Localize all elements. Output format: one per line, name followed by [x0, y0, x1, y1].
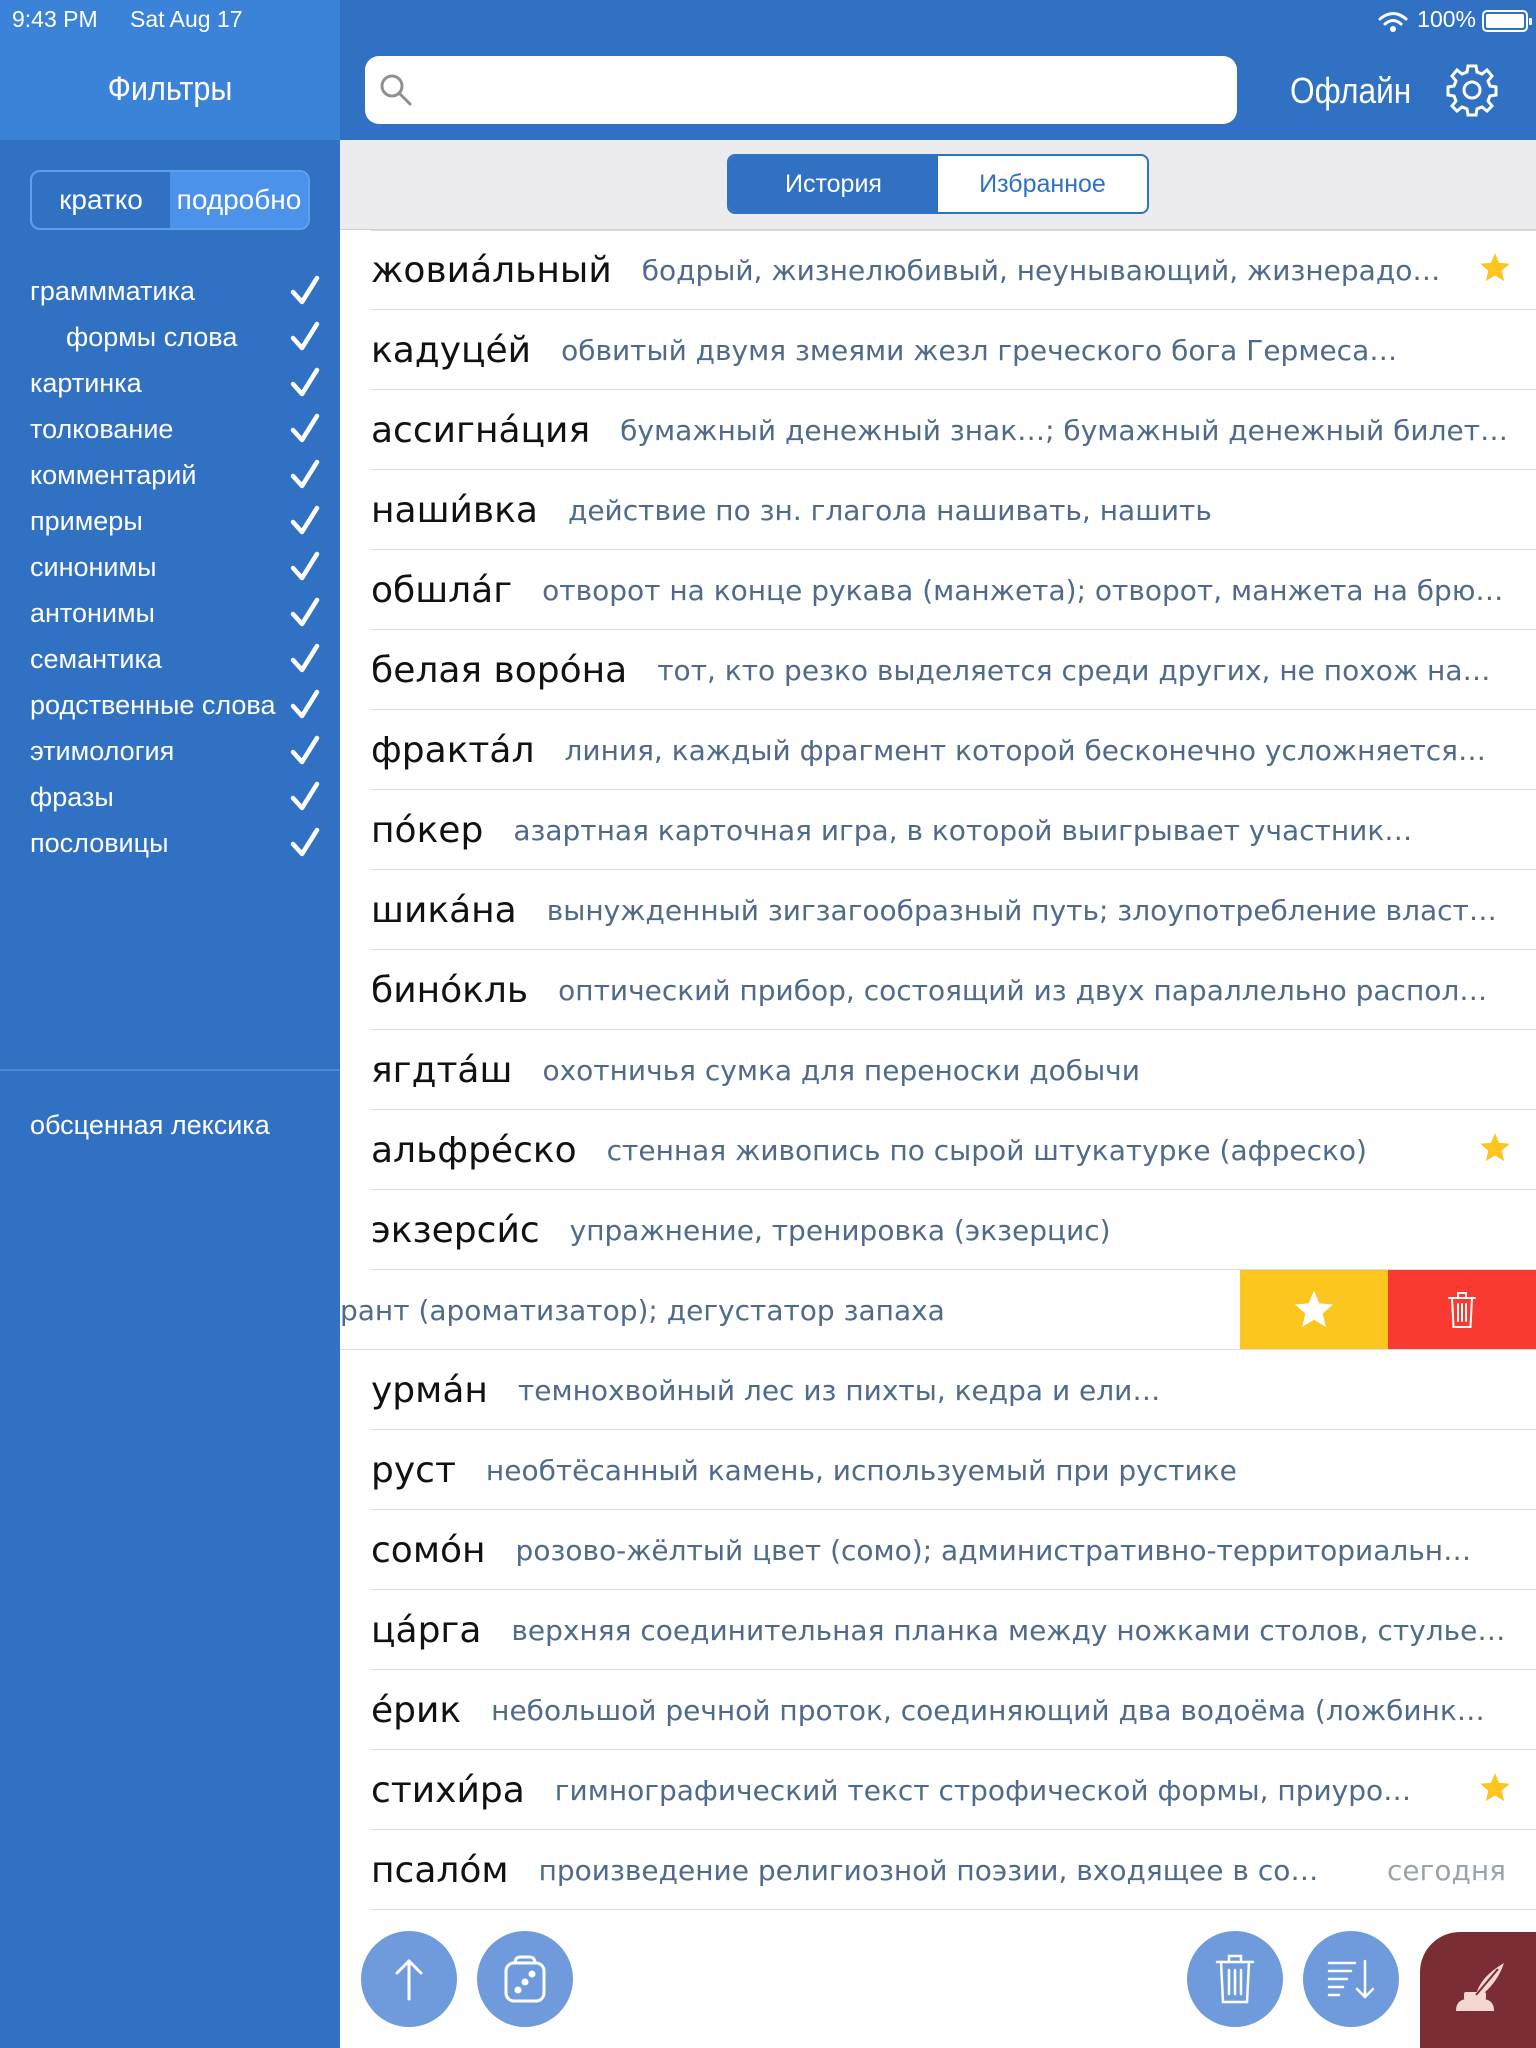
entry-definition: бодрый, жизнелюбивый, неунывающий, жизнерадо… [641, 253, 1441, 287]
entry-definition: темнохвойный лес из пихты, кедра и ели… [517, 1373, 1161, 1407]
gear-icon[interactable] [1444, 62, 1500, 118]
entry-list [340, 230, 1536, 1910]
check-icon [290, 504, 320, 538]
filter-item[interactable] [30, 634, 320, 684]
entry-content [371, 710, 1536, 790]
mode-short-button[interactable]: кратко [59, 184, 143, 215]
tab-bar [340, 140, 1536, 230]
swipe-favorite-button[interactable] [1240, 1270, 1388, 1350]
list-item[interactable] [340, 870, 1536, 950]
sidebar-divider [0, 1069, 340, 1071]
entry-definition: розово-жёлтый цвет (сомо); административно-территориальн… [515, 1533, 1472, 1567]
entry-definition: действие по зн. глагола нашивать, нашить [567, 493, 1212, 527]
entry-word: псало́м [371, 1849, 509, 1891]
entry-word: е́рик [371, 1689, 462, 1731]
check-icon [290, 642, 320, 676]
check-icon [290, 320, 320, 354]
filter-item[interactable] [30, 450, 320, 500]
star-icon [1478, 1771, 1512, 1805]
entry-definition: линия, каждый фрагмент которой бесконечно усложняется… [564, 733, 1487, 767]
filter-label: этимология [30, 735, 175, 766]
entry-content [371, 470, 1536, 550]
filter-label: пословицы [30, 827, 169, 858]
entry-content [371, 1670, 1536, 1750]
main-header [340, 0, 1536, 140]
entry-definition: бумажный денежный знак…; бумажный денежный билет… [620, 413, 1509, 447]
filter-label: родственные слова [30, 689, 276, 720]
status-date: Sat Aug 17 [130, 6, 243, 32]
check-icon [290, 412, 320, 446]
check-icon [290, 780, 320, 814]
list-item[interactable] [340, 950, 1536, 1030]
filter-item[interactable] [30, 404, 320, 454]
entry-definition: обвитый двумя змеями жезл греческого бога Гермеса… [561, 333, 1398, 367]
list-item[interactable] [340, 1830, 1536, 1910]
row-divider [371, 1909, 1536, 1910]
entry-content [371, 1430, 1536, 1510]
entry-word: сомо́н [371, 1529, 486, 1571]
entry-word: белая воро́на [371, 649, 628, 691]
entry-definition: гимнографический текст строфической формы, приуро… [554, 1773, 1412, 1807]
entry-word: наши́вка [371, 489, 538, 531]
sort-icon [1325, 1955, 1377, 2003]
list-item[interactable] [340, 1110, 1536, 1190]
scroll-top-button[interactable] [361, 1931, 457, 2027]
entry-word: бино́кль [371, 969, 529, 1011]
list-item[interactable] [340, 790, 1536, 870]
entry-content [371, 310, 1536, 390]
filter-item[interactable] [30, 772, 320, 822]
search-box[interactable] [365, 56, 1237, 124]
entry-content [371, 790, 1536, 870]
entry-definition: оптический прибор, состоящий из двух параллельно распол… [558, 973, 1488, 1007]
entry-word: альфре́ско [371, 1129, 577, 1171]
random-word-button[interactable] [477, 1931, 573, 2027]
favorite-mark [1478, 1771, 1518, 1809]
star-icon [1292, 1288, 1336, 1332]
arrow-up-icon [389, 1955, 429, 2003]
entry-word: по́кер [371, 809, 484, 851]
entry-word: ассигна́ция [371, 409, 591, 451]
clear-history-button[interactable] [1187, 1931, 1283, 2027]
list-item[interactable] [340, 1030, 1536, 1110]
entry-definition: необтёсанный камень, используемый при рустике [485, 1453, 1237, 1487]
filter-item[interactable] [30, 496, 320, 546]
entry-definition: стенная живопись по сырой штукатурке (афреско) [606, 1133, 1367, 1167]
filter-item[interactable] [66, 312, 320, 362]
filters-sidebar [0, 0, 340, 2048]
entry-word: руст [371, 1449, 456, 1491]
filter-label: синонимы [30, 551, 157, 582]
history-favorites-segment [727, 154, 1149, 214]
entry-definition: вынужденный зигзагообразный путь; злоупотребление власт… [546, 893, 1497, 927]
list-item[interactable] [340, 1590, 1536, 1670]
list-item[interactable] [340, 550, 1536, 630]
list-item[interactable] [340, 230, 1536, 310]
entry-definition: упражнение, тренировка (экзерцис) [569, 1213, 1111, 1247]
list-item[interactable] [340, 390, 1536, 470]
status-time: 9:43 PM [12, 6, 98, 32]
entry-definition: азартная карточная игра, в которой выигрывает участник… [513, 813, 1413, 847]
filter-label: картинка [30, 367, 142, 398]
filter-item[interactable] [30, 680, 320, 730]
check-icon [290, 366, 320, 400]
list-item[interactable] [340, 470, 1536, 550]
filter-item[interactable] [30, 726, 320, 776]
entry-content [371, 1110, 1536, 1190]
entry-word: урма́н [371, 1369, 488, 1411]
entry-content [371, 1590, 1536, 1670]
entry-content [371, 630, 1536, 710]
check-icon [290, 274, 320, 308]
search-icon [379, 73, 413, 107]
entry-content [371, 1190, 1536, 1270]
favorite-mark [1478, 251, 1518, 289]
list-item[interactable] [340, 1350, 1536, 1430]
list-item[interactable] [340, 710, 1536, 790]
entry-word: экзерси́с [371, 1209, 540, 1251]
swipe-delete-button[interactable] [1388, 1270, 1536, 1350]
entry-content [340, 1270, 1240, 1350]
list-item[interactable] [340, 1430, 1536, 1510]
tab-favorites[interactable]: Избранное [979, 169, 1106, 198]
entry-definition: тот, кто резко выделяется среди других, не похож на… [657, 653, 1491, 687]
quill-inkwell-icon [1446, 1959, 1510, 2021]
tab-history[interactable]: История [729, 156, 938, 212]
entry-content [371, 1510, 1536, 1590]
check-icon [290, 826, 320, 860]
entry-word: фракта́л [371, 729, 535, 771]
entry-content [371, 950, 1536, 1030]
list-item[interactable] [340, 1670, 1536, 1750]
list-item[interactable] [340, 630, 1536, 710]
entry-word: стихи́ра [371, 1769, 525, 1811]
list-item[interactable] [340, 1510, 1536, 1590]
entry-content [371, 1030, 1536, 1110]
entry-word: кадуце́й [371, 329, 532, 371]
trash-icon [1447, 1290, 1477, 1330]
detail-mode-segment [30, 170, 310, 230]
filter-label: комментарий [30, 459, 197, 490]
star-icon [1478, 1131, 1512, 1165]
entry-definition: верхняя соединительная планка между ножками столов, стулье… [511, 1613, 1506, 1647]
filter-label: формы слова [66, 321, 238, 352]
entry-word: ца́рга [371, 1609, 482, 1651]
check-icon [290, 596, 320, 630]
entry-definition: произведение религиозной поэзии, входящее в со… [538, 1853, 1319, 1887]
filter-label: граммматика [30, 275, 195, 306]
entry-content [371, 870, 1536, 950]
entry-word: обшла́г [371, 569, 513, 611]
filter-item[interactable] [30, 266, 320, 316]
entry-content [371, 390, 1536, 470]
entry-content [371, 550, 1536, 630]
entry-definition: охотничья сумка для переноски добычи [542, 1053, 1140, 1087]
filter-obscene-toggle[interactable]: обсценная лексика [30, 1110, 270, 1140]
mode-detailed-button[interactable]: подробно [170, 172, 308, 228]
battery-icon [1482, 10, 1528, 32]
entry-date: сегодня [1387, 1853, 1506, 1887]
wifi-icon [1378, 10, 1408, 34]
list-item[interactable] [340, 310, 1536, 390]
row-divider [371, 230, 1536, 231]
filters-title: Фильтры [107, 70, 233, 108]
entry-definition: рант (ароматизатор); дегустатор запаха [340, 1293, 945, 1327]
battery-percent: 100% [1417, 6, 1476, 32]
entry-content [371, 230, 1536, 310]
favorite-mark [1478, 1131, 1518, 1169]
list-item[interactable] [340, 1190, 1536, 1270]
entry-content [371, 1350, 1536, 1430]
filter-label: семантика [30, 643, 162, 674]
entry-word: ягдта́ш [371, 1049, 513, 1091]
entry-word: жовиа́льный [371, 249, 612, 291]
entry-definition: отворот на конце рукава (манжета); отворот, манжета на брю… [542, 573, 1504, 607]
check-icon [290, 550, 320, 584]
filter-item[interactable] [30, 818, 320, 868]
filter-label: фразы [30, 781, 114, 812]
check-icon [290, 688, 320, 722]
filter-item[interactable] [30, 358, 320, 408]
filter-item[interactable] [30, 588, 320, 638]
write-button[interactable] [1420, 1932, 1536, 2048]
list-item[interactable] [340, 1750, 1536, 1830]
filter-label: примеры [30, 505, 143, 536]
entry-word: шика́на [371, 889, 517, 931]
sidebar-header [0, 0, 340, 140]
check-icon [290, 458, 320, 492]
filter-label: толкование [30, 413, 174, 444]
star-icon [1478, 251, 1512, 285]
filter-label: антонимы [30, 597, 155, 628]
dice-icon [501, 1953, 549, 2005]
trash-icon [1214, 1952, 1256, 2006]
offline-button[interactable]: Офлайн [1290, 70, 1412, 111]
entry-content [371, 1830, 1536, 1910]
sort-button[interactable] [1303, 1931, 1399, 2027]
entry-content [371, 1750, 1536, 1830]
filter-item[interactable] [30, 542, 320, 592]
search-input[interactable] [427, 74, 1207, 106]
list-item[interactable] [340, 1270, 1536, 1350]
check-icon [290, 734, 320, 768]
entry-definition: небольшой речной проток, соединяющий два водоёма (ложбинк… [491, 1693, 1485, 1727]
